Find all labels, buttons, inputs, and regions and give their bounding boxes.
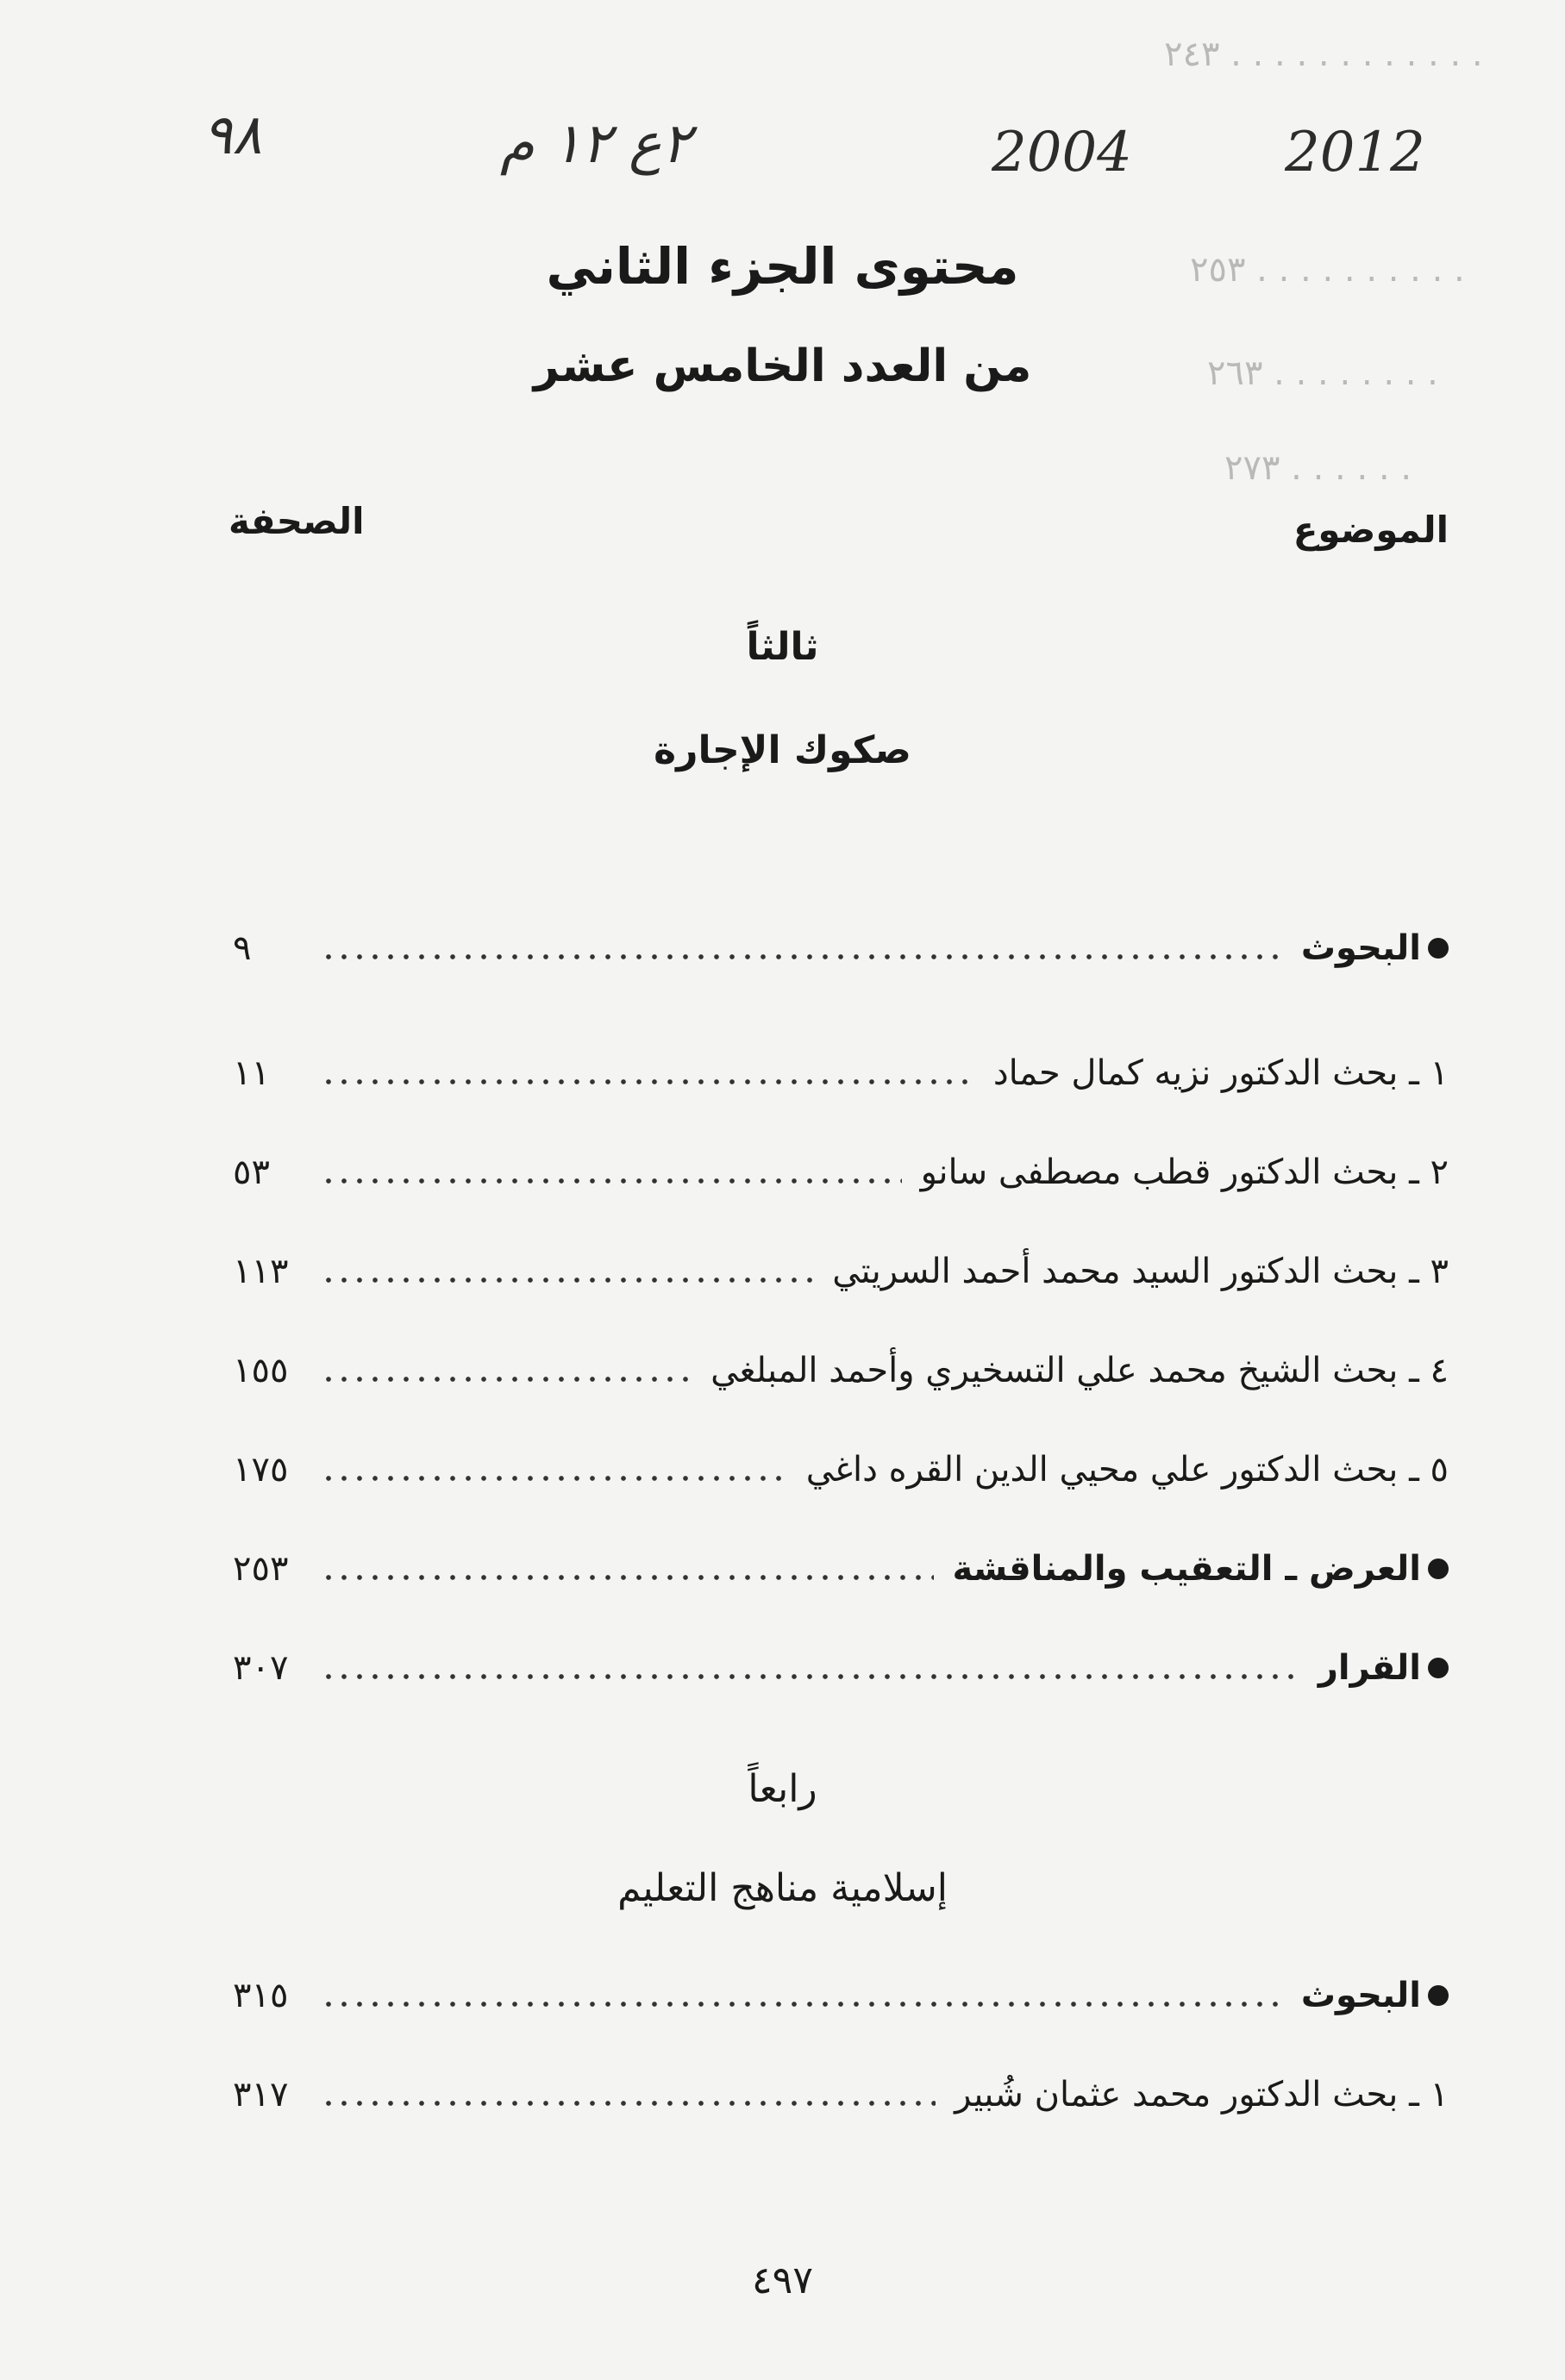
toc-entry-page: ٣٠٧ (233, 1648, 289, 1688)
handwritten-note-left: ٩٨ (203, 103, 262, 167)
toc-entry (233, 1047, 1449, 1099)
bleed-through-line-2: ٢٥٣ . . . . . . . . . . (1190, 250, 1465, 290)
bleed-through-line-4: ٢٧٣ . . . . . . (1224, 448, 1412, 488)
section-3-title: صكوك الإجارة (654, 728, 911, 772)
toc-entry (233, 1642, 1449, 1694)
toc-entry (233, 1246, 1449, 1297)
toc-entry-title: البحوث (1300, 928, 1421, 968)
toc-entry-title: ٥ ـ بحث الدكتور علي محيي الدين القره داغي (805, 1450, 1449, 1490)
bullet-icon (1428, 1559, 1449, 1579)
toc-entry-page: ٣١٥ (233, 1976, 289, 2015)
toc-entry-page: ٩ (233, 928, 252, 968)
toc-entry-page: ١١٣ (233, 1252, 289, 1291)
dot-leader (321, 2002, 1282, 2007)
dot-leader (321, 1178, 902, 1184)
bullet-icon (1428, 938, 1449, 959)
toc-entry (233, 1970, 1449, 2021)
section-4-title: إسلامية مناهج التعليم (617, 1866, 948, 1910)
dot-leader (321, 1575, 934, 1580)
toc-entry (233, 1345, 1449, 1396)
toc-entry-page: ١٥٥ (233, 1351, 289, 1390)
toc-entry-title: ١ ـ بحث الدكتور نزيه كمال حماد (992, 1053, 1449, 1093)
toc-entry-title: البحوث (1300, 1976, 1421, 2015)
bullet-icon (1428, 1985, 1449, 2006)
bleed-through-line-3: ٢٦٣ . . . . . . . . (1207, 353, 1438, 393)
page-title: محتوى الجزء الثاني (546, 237, 1019, 296)
toc-entry-title: ٣ ـ بحث الدكتور السيد محمد أحمد السريتي (832, 1252, 1449, 1291)
bullet-icon (1428, 1658, 1449, 1678)
column-header-page: الصحفة (228, 500, 365, 542)
toc-entry-page: ٣١٧ (233, 2075, 289, 2115)
page-subtitle: من العدد الخامس عشر (533, 340, 1032, 392)
section-3-heading: ثالثاً (746, 625, 819, 669)
dot-leader (321, 1476, 787, 1481)
toc-entry (233, 1146, 1449, 1198)
toc-entry-title: ١ ـ بحث الدكتور محمد عثمان شُبير (955, 2075, 1449, 2115)
toc-entry-page: ٢٥٣ (233, 1549, 289, 1589)
bleed-through-line-1: ٢٤٣ . . . . . . . . . . . . (1164, 34, 1483, 74)
toc-entry-page: ٥٣ (233, 1153, 270, 1192)
dot-leader (321, 1277, 813, 1283)
toc-entry-title: القرار (1318, 1648, 1421, 1688)
dot-leader (321, 1377, 692, 1382)
toc-entry (233, 2069, 1449, 2121)
toc-entry (233, 1444, 1449, 1496)
toc-entry (233, 1543, 1449, 1595)
toc-entry-title: ٢ ـ بحث الدكتور قطب مصطفى سانو (920, 1153, 1449, 1192)
dot-leader (321, 954, 1282, 959)
handwritten-year-1: 2004 (992, 121, 1132, 184)
toc-entry-title: ٤ ـ بحث الشيخ محمد علي التسخيري وأحمد المبلغي (711, 1351, 1449, 1390)
dot-leader (321, 1674, 1299, 1679)
handwritten-note-center: ٢ع ١٢ م (500, 112, 692, 176)
dot-leader (321, 1079, 974, 1084)
dot-leader (321, 2101, 936, 2106)
page-number: ٤٩٧ (752, 2258, 813, 2302)
toc-entry-title: العرض ـ التعقيب والمناقشة (952, 1549, 1421, 1589)
section-4-heading: رابعاً (748, 1767, 817, 1811)
toc-entry (233, 922, 1449, 974)
toc-entry-page: ١١ (233, 1053, 270, 1093)
toc-entry-page: ١٧٥ (233, 1450, 289, 1490)
handwritten-year-2: 2012 (1285, 121, 1425, 184)
column-header-topic: الموضوع (1293, 509, 1449, 551)
